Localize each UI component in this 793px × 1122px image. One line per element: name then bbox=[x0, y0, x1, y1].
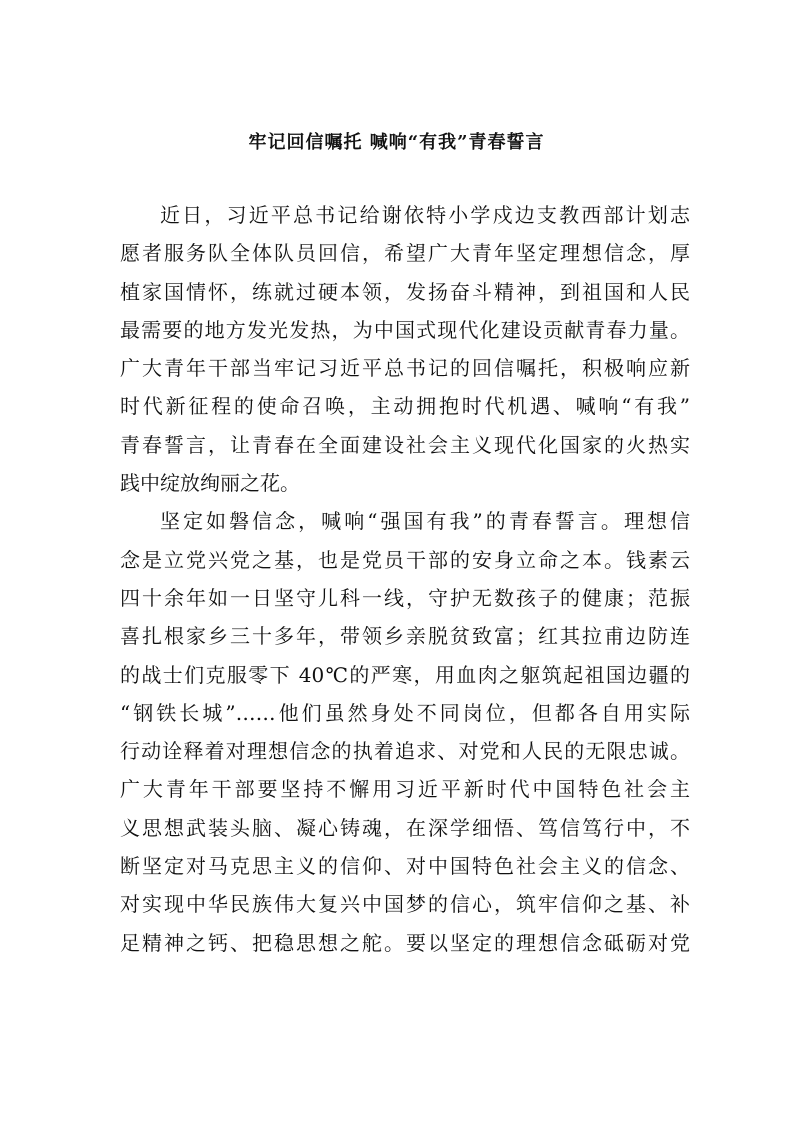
paragraph-2-line-12: 足精神之钙、把稳思想之舵。要以坚定的理想信念砥砺对党 bbox=[120, 930, 690, 955]
paragraph-2-line-1: 坚定如磐信念，喊响“强国有我”的青春誓言。理想信 bbox=[160, 509, 690, 534]
paragraph-2-line-4: 喜扎根家乡三十多年，带领乡亲脱贫致富；红其拉甫边防连 bbox=[120, 624, 690, 649]
paragraph-2-line-7: 行动诠释着对理想信念的执着追求、对党和人民的无限忠诚。 bbox=[120, 739, 690, 764]
paragraph-1-line-8: 践中绽放绚丽之花。 bbox=[120, 471, 300, 496]
document-title: 牢记回信嘱托 喊响“有我”青春誓言 bbox=[248, 132, 545, 153]
paragraph-1-line-3: 植家国情怀，练就过硬本领，发扬奋斗精神，到祖国和人民 bbox=[120, 279, 690, 304]
paragraph-1-line-1: 近日，习近平总书记给谢依特小学戍边支教西部计划志 bbox=[160, 203, 690, 227]
paragraph-2-line-5: 的战士们克服零下 40℃的严寒，用血肉之躯筑起祖国边疆的 bbox=[120, 662, 690, 687]
paragraph-2-line-3: 四十余年如一日坚守儿科一线，守护无数孩子的健康；范振 bbox=[120, 585, 690, 610]
paragraph-1-line-4: 最需要的地方发光发热，为中国式现代化建设贡献青春力量。 bbox=[120, 317, 690, 342]
paragraph-2-line-10: 断坚定对马克思主义的信仰、对中国特色社会主义的信念、 bbox=[120, 854, 690, 879]
paragraph-2-line-8: 广大青年干部要坚持不懈用习近平新时代中国特色社会主 bbox=[120, 777, 690, 802]
paragraph-2-line-2: 念是立党兴党之基，也是党员干部的安身立命之本。钱素云 bbox=[120, 547, 690, 572]
paragraph-2-line-6: “钢铁长城”……他们虽然身处不同岗位，但都各自用实际 bbox=[120, 700, 690, 725]
document-body bbox=[120, 196, 690, 962]
paragraph-1-line-5: 广大青年干部当牢记习近平总书记的回信嘱托，积极响应新 bbox=[120, 356, 690, 381]
paragraph-1-line-2: 愿者服务队全体队员回信，希望广大青年坚定理想信念，厚 bbox=[120, 241, 690, 266]
paragraph-2-line-9: 义思想武装头脑、凝心铸魂，在深学细悟、笃信笃行中，不 bbox=[120, 815, 690, 840]
paragraph-1-line-6: 时代新征程的使命召唤，主动拥抱时代机遇、喊响“有我” bbox=[120, 394, 690, 419]
paragraph-1-line-7: 青春誓言，让青春在全面建设社会主义现代化国家的火热实 bbox=[120, 432, 690, 457]
paragraph-2-line-11: 对实现中华民族伟大复兴中国梦的信心，筑牢信仰之基、补 bbox=[120, 892, 690, 917]
